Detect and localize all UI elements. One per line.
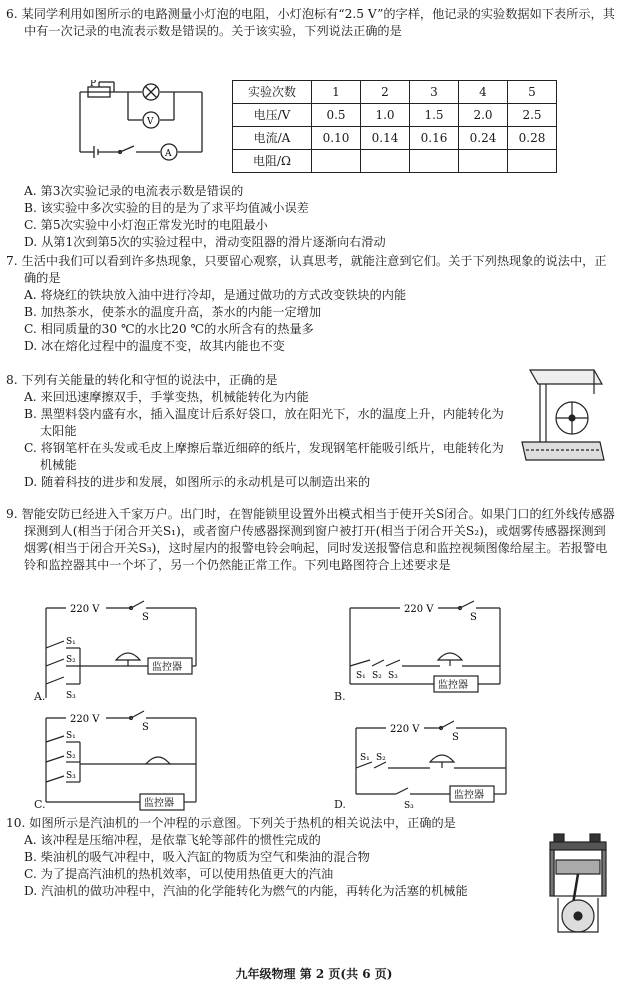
q9-circuit-d xyxy=(346,708,526,822)
question-10 xyxy=(6,815,536,900)
monitor-label: 监控器 xyxy=(454,790,484,801)
table-row xyxy=(233,104,557,127)
q7-option-a[interactable]: A. 将烧红的铁块放入油中进行冷却，是通过做功的方式改变铁块的内能 xyxy=(24,288,407,302)
table-cell: 1.5 xyxy=(410,104,459,127)
option-c-letter[interactable]: C. xyxy=(34,798,46,811)
voltage-label: 220 V xyxy=(70,714,100,725)
perpetual-motion-machine-figure xyxy=(512,362,612,472)
table-cell: 1 xyxy=(312,81,361,104)
table-cell: 0.24 xyxy=(459,127,508,150)
table-header-row xyxy=(233,81,557,104)
monitor-label: 监控器 xyxy=(152,662,182,673)
q7-option-c[interactable]: C. 相同质量的30 ℃的水比20 ℃的水所含有的热量多 xyxy=(24,322,314,336)
question-9-stem: 9. 智能安防已经进入千家万户。出门时，在智能锁里设置外出模式相当于使开关S闭合。如果门口的红外线传感器探测到人(相当于闭合开关S₁)，或者窗户传感器探测到窗户被打开(相当于闭合开关S₂)，或烟雾传感器探测到烟雾(相当于闭合开关S₃)，这时屋内的报警电铃会响起，同时发送报警信息和监控视频图像给屋主。若报警电铃和监控器其中一个坏了，另一个仍然能正常工作。下列电路图符合上述要求是 xyxy=(6,507,615,572)
table-cell: 2.5 xyxy=(508,104,557,127)
q6-option-d[interactable]: D. 从第1次到第5次的实验过程中，滑动变阻器的滑片逐渐向右滑动 xyxy=(24,235,386,249)
voltage-label: 220 V xyxy=(70,604,100,615)
switch-s-label: S xyxy=(452,732,459,743)
switch-s3-label: S₃ xyxy=(66,771,76,781)
switch-s2-label: S₂ xyxy=(376,753,386,763)
option-b-letter[interactable]: B. xyxy=(334,690,346,703)
table-cell: 5 xyxy=(508,81,557,104)
table-cell: 电压/V xyxy=(233,104,312,127)
switch-s1-label: S₁ xyxy=(360,753,370,763)
table-cell: 2.0 xyxy=(459,104,508,127)
switch-s-label: S xyxy=(142,612,149,623)
engine-cylinder-figure xyxy=(540,828,616,940)
table-cell: 4 xyxy=(459,81,508,104)
question-6 xyxy=(6,6,616,40)
q10-option-d[interactable]: D. 汽油机的做功冲程中，汽油的化学能转化为燃气的内能，再转化为活塞的机械能 xyxy=(24,884,468,898)
voltage-label: 220 V xyxy=(404,604,434,615)
q7-option-b[interactable]: B. 加热茶水，使茶水的温度升高，茶水的内能一定增加 xyxy=(24,305,322,319)
question-8 xyxy=(6,372,506,491)
q8-option-d[interactable]: D. 随着科技的进步和发展，如图所示的永动机是可以制造出来的 xyxy=(24,475,371,489)
question-6-stem: 6. 某同学利用如图所示的电路测量小灯泡的电阻，小灯泡标有“2.5 V”的字样，他记录的实验数据如下表所示，其中有一次记录的电流表示数是错误的。关于该实验，下列说法正确的是 xyxy=(6,7,615,38)
question-9 xyxy=(6,506,616,574)
switch-s3-label: S₃ xyxy=(66,691,76,701)
table-cell: 0.28 xyxy=(508,127,557,150)
table-cell xyxy=(410,150,459,173)
question-6-options xyxy=(6,183,616,251)
table-row xyxy=(233,150,557,173)
switch-s2-label: S₂ xyxy=(66,751,76,761)
q6-option-c[interactable]: C. 第5次实验中小灯泡正常发光时的电阻最小 xyxy=(24,218,268,232)
q9-circuit-b xyxy=(340,598,520,710)
switch-s1-label: S₁ xyxy=(356,671,366,681)
table-cell xyxy=(361,150,410,173)
question-10-stem: 10. 如图所示是汽油机的一个冲程的示意图。下列关于热机的相关说法中，正确的是 xyxy=(6,816,456,830)
table-cell: 0.14 xyxy=(361,127,410,150)
table-cell xyxy=(312,150,361,173)
voltmeter-label: V xyxy=(147,117,154,127)
switch-s-label: S xyxy=(470,612,477,623)
page-footer: 九年级物理 第 2 页(共 6 页) xyxy=(235,967,393,981)
q6-data-table xyxy=(232,80,557,173)
table-cell: 电流/A xyxy=(233,127,312,150)
voltage-label: 220 V xyxy=(390,724,420,735)
switch-s3-label: S₃ xyxy=(404,801,414,811)
switch-s-label: S xyxy=(142,722,149,733)
ammeter-label: A xyxy=(165,149,172,159)
switch-s1-label: S₁ xyxy=(66,731,76,741)
monitor-label: 监控器 xyxy=(144,798,174,809)
switch-s2-label: S₂ xyxy=(372,671,382,681)
table-cell: 实验次数 xyxy=(233,81,312,104)
question-7 xyxy=(6,253,616,355)
question-8-stem: 8. 下列有关能量的转化和守恒的说法中，正确的是 xyxy=(6,373,278,387)
table-cell xyxy=(459,150,508,173)
switch-s3-label: S₃ xyxy=(388,671,398,681)
question-7-stem: 7. 生活中我们可以看到许多热现象，只要留心观察，认真思考，就能注意到它们。关于下列热现象的说法中，正确的是 xyxy=(6,254,607,285)
q6-option-a[interactable]: A. 第3次实验记录的电流表示数是错误的 xyxy=(24,184,244,198)
q10-option-c[interactable]: C. 为了提高汽油机的热机效率，可以使用热值更大的汽油 xyxy=(24,867,334,881)
table-cell: 1.0 xyxy=(361,104,410,127)
q9-circuit-c xyxy=(36,708,216,822)
q6-circuit-diagram xyxy=(62,80,212,170)
table-cell xyxy=(508,150,557,173)
option-a-letter[interactable]: A. xyxy=(34,690,46,703)
table-row xyxy=(233,127,557,150)
table-cell: 0.5 xyxy=(312,104,361,127)
table-cell: 0.10 xyxy=(312,127,361,150)
q10-option-b[interactable]: B. 柴油机的吸气冲程中，吸入汽缸的物质为空气和柴油的混合物 xyxy=(24,850,370,864)
table-cell: 电阻/Ω xyxy=(233,150,312,173)
q7-option-d[interactable]: D. 冰在熔化过程中的温度不变，故其内能也不变 xyxy=(24,339,285,353)
monitor-label: 监控器 xyxy=(438,680,468,691)
table-cell: 0.16 xyxy=(410,127,459,150)
q9-circuit-a xyxy=(36,598,216,710)
q10-option-a[interactable]: A. 该冲程是压缩冲程，是依靠飞轮等部件的惯性完成的 xyxy=(24,833,321,847)
q8-option-c[interactable]: C. 将钢笔杆在头发或毛皮上摩擦后靠近细碎的纸片，发现钢笔杆能吸引纸片，电能转化为机械能 xyxy=(24,441,504,472)
q6-option-b[interactable]: B. 该实验中多次实验的目的是为了求平均值减小误差 xyxy=(24,201,309,215)
switch-s1-label: S₁ xyxy=(66,637,76,647)
option-d-letter[interactable]: D. xyxy=(334,798,346,811)
rheostat-p-label: P xyxy=(90,80,97,89)
q8-option-a[interactable]: A. 来回迅速摩擦双手，手掌变热，机械能转化为内能 xyxy=(24,390,309,404)
q8-option-b[interactable]: B. 黑塑料袋内盛有水，插入温度计后系好袋口，放在阳光下，水的温度上升，内能转化为太阳能 xyxy=(24,407,504,438)
switch-s2-label: S₂ xyxy=(66,655,76,665)
table-cell: 2 xyxy=(361,81,410,104)
table-cell: 3 xyxy=(410,81,459,104)
